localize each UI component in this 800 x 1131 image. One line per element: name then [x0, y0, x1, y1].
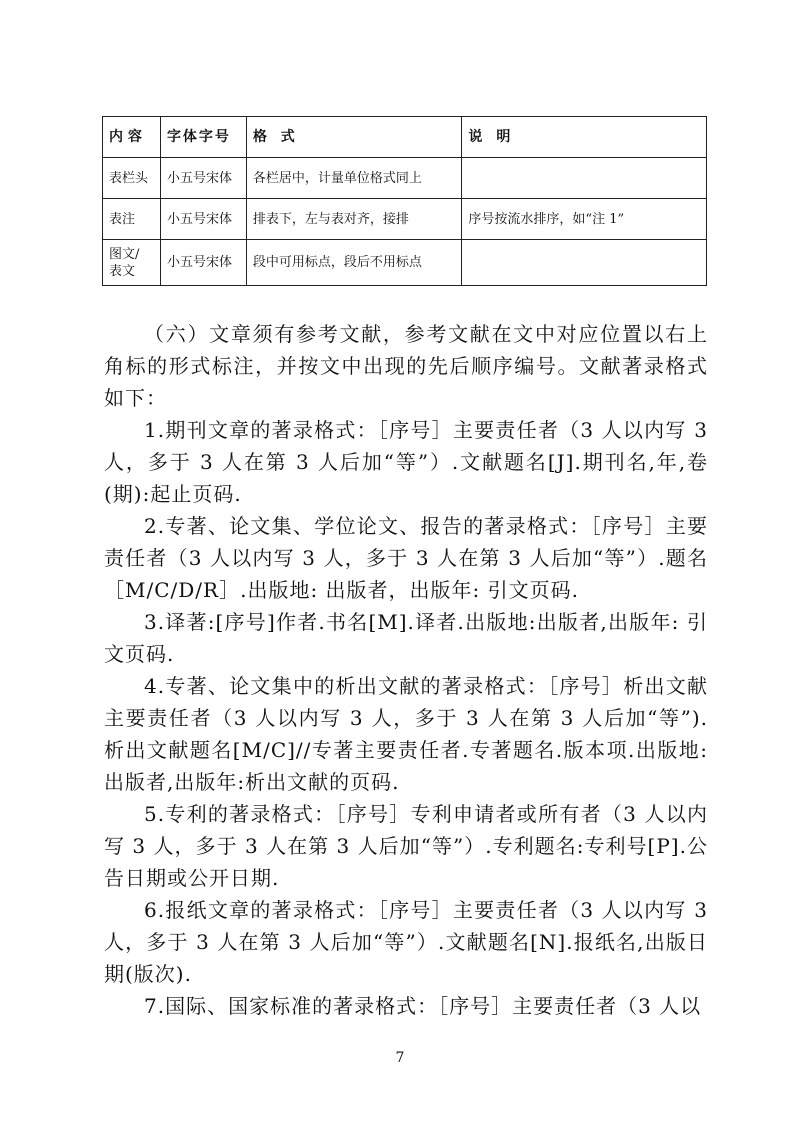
page-number: 7 — [395, 1050, 405, 1066]
table-cell: 各栏居中，计量单位格式同上 — [246, 158, 462, 199]
table-cell: 表栏头 — [103, 158, 161, 199]
table-header-row — [103, 117, 707, 158]
paragraph-newspaper-format: 6.报纸文章的著录格式：［序号］主要责任者（3 人以内写 3 人，多于 3 人在第 3 人后加“等”）.文献题名[N].报纸名,出版日期(版次). — [104, 898, 708, 986]
table-cell — [462, 240, 707, 286]
table-cell: 小五号宋体 — [160, 199, 246, 240]
format-table — [102, 116, 707, 286]
table-cell — [462, 158, 707, 199]
paragraph-translation-format: 3.译著:[序号]作者.书名[M].译者.出版地:出版者,出版年: 引文页码. — [104, 610, 708, 666]
table-row — [103, 199, 707, 240]
table-cell: 段中可用标点，段后不用标点 — [246, 240, 462, 286]
paragraph-patent-format: 5.专利的著录格式：［序号］专利申请者或所有者（3 人以内写 3 人，多于 3 人在第 3 人后加“等”）.专利题名:专利号[P].公告日期或公开日期. — [104, 802, 708, 890]
table-row — [103, 158, 707, 199]
header-content: 内 容 — [103, 117, 161, 158]
table-cell: 小五号宋体 — [160, 240, 246, 286]
table-row — [103, 240, 707, 286]
table-cell: 序号按流水排序，如“注 1” — [462, 199, 707, 240]
table-cell: 图文/ 表文 — [103, 240, 161, 286]
table-cell: 表注 — [103, 199, 161, 240]
paragraph-journal-format: 1.期刊文章的著录格式：［序号］主要责任者（3 人以内写 3 人，多于 3 人在第 3 人后加“等”）.文献题名[J].期刊名,年,卷(期):起止页码. — [104, 418, 708, 506]
paragraph-standard-format: 7.国际、国家标准的著录格式：［序号］主要责任者（3 人以 — [144, 994, 702, 1018]
body-text — [104, 318, 708, 1022]
table-cell: 小五号宋体 — [160, 158, 246, 199]
paragraph-monograph-format: 2.专著、论文集、学位论文、报告的著录格式：［序号］主要责任者（3 人以内写 3 人，多于 3 人在第 3 人后加“等”）.题名［M/C/D/R］.出版地: 出版者，出版年: 引文页码. — [104, 514, 708, 602]
header-format: 格 式 — [246, 117, 462, 158]
header-note: 说 明 — [462, 117, 707, 158]
table-cell: 排表下，左与表对齐，接排 — [246, 199, 462, 240]
paragraph-references-intro: （六）文章须有参考文献，参考文献在文中对应位置以右上角标的形式标注，并按文中出现的先后顺序编号。文献著录格式如下： — [104, 322, 708, 410]
paragraph-analytic-format: 4.专著、论文集中的析出文献的著录格式：［序号］析出文献主要责任者（3 人以内写 3 人，多于 3 人在第 3 人后加“等”).析出文献题名[M/C]//专著主要责任者.专著题名.版本项.出版地:出版者,出版年:析出文献的页码. — [104, 674, 708, 794]
header-font-size: 字体字号 — [160, 117, 246, 158]
